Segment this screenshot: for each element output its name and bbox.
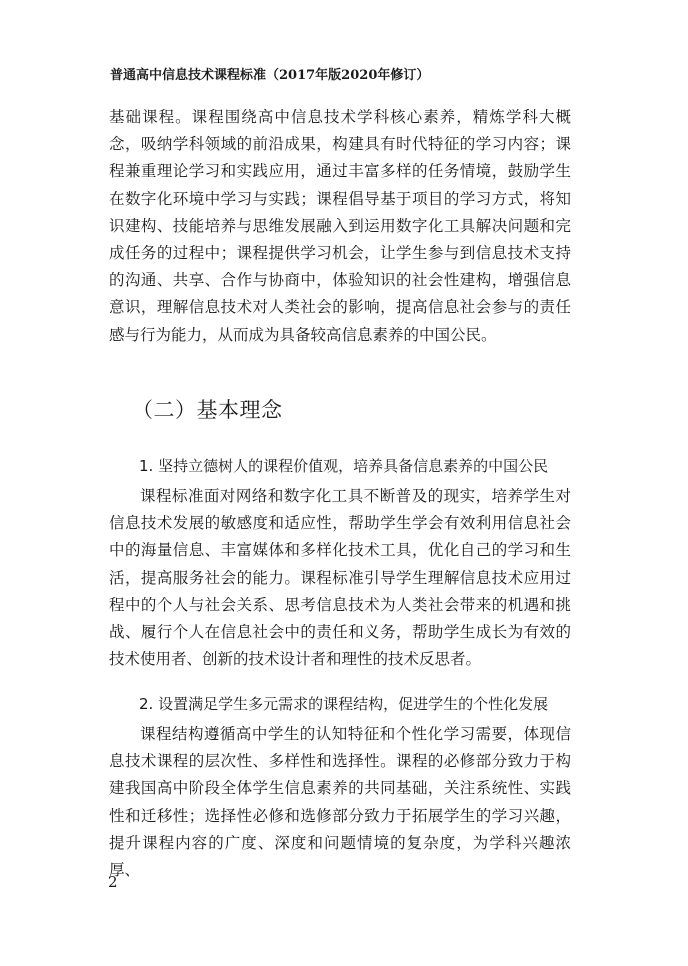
page-number: 2: [108, 873, 118, 891]
item-2-title: 2. 设置满足学生多元需求的课程结构，促进学生的个性化发展: [139, 695, 549, 713]
intro-paragraph: 基础课程。课程围绕高中信息技术学科核心素养，精炼学科大概念，吸纳学科领域的前沿成果，构建具有时代特征的学习内容；课程兼重理论学习和实践应用，通过丰富多样的任务情境，鼓励学生在数字化环境中学习与实践；课程倡导基于项目的学习方式，将知识建构、技能培养与思维发展融入到运用数字化工具解决问题和完成任务的过程中；课程提供学习机会，让学生参与到信息技术支持的沟通、共享、合作与协商中，体验知识的社会性建构，增强信息意识，理解信息技术对人类社会的影响，提高信息社会参与的责任感与行为能力，从而成为具备较高信息素养的中国公民。: [109, 108, 571, 344]
item-1-title: 1. 坚持立德树人的课程价值观，培养具备信息素养的中国公民: [139, 457, 549, 475]
item-2-body: 课程结构遵循高中学生的认知特征和个性化学习需要，体现信息技术课程的层次性、多样性和选择性。课程的必修部分致力于构建我国高中阶段全体学生信息素养的共同基础，关注系统性、实践性和迁移性；选择性必修和选修部分致力于拓展学生的学习兴趣，提升课程内容的广度、深度和问题情境的复杂度，为学科兴趣浓厚、: [109, 725, 571, 880]
running-header: 普通高中信息技术课程标准（2017年版2020年修订）: [110, 68, 430, 83]
section-title: （二）基本理念: [132, 398, 283, 422]
item-1-body: 课程标准面对网络和数字化工具不断普及的现实，培养学生对信息技术发展的敏感度和适应性，帮助学生学会有效利用信息社会中的海量信息、丰富媒体和多样化技术工具，优化自己的学习和生活，提高服务社会的能力。课程标准引导学生理解信息技术应用过程中的个人与社会关系、思考信息技术为人类社会带来的机遇和挑战、履行个人在信息社会中的责任和义务，帮助学生成长为有效的技术使用者、创新的技术设计者和理性的技术反思者。: [109, 487, 571, 669]
